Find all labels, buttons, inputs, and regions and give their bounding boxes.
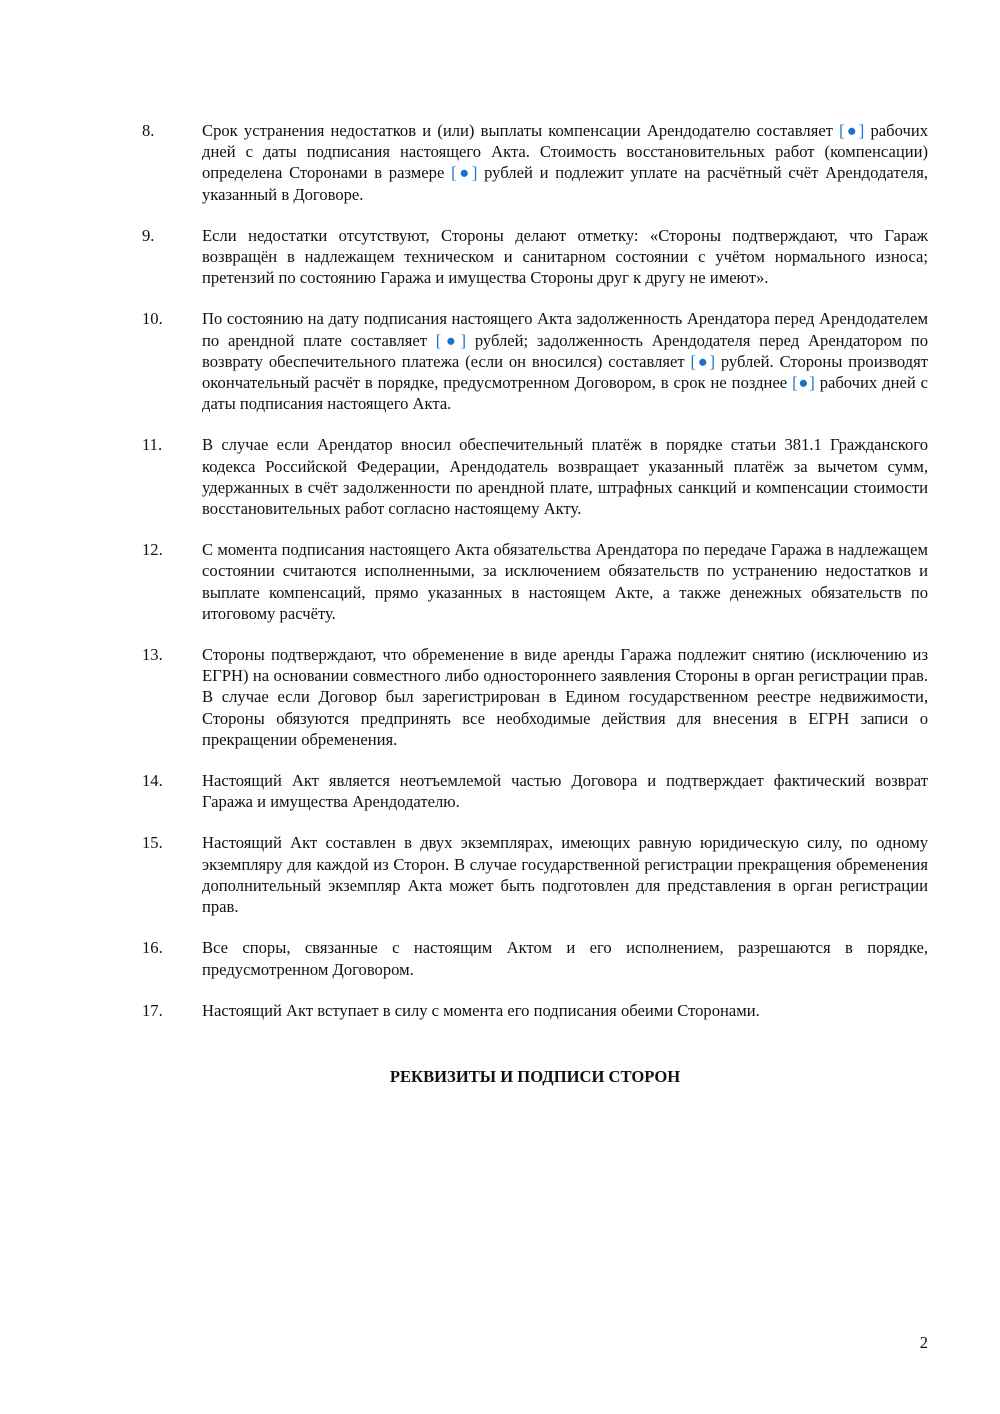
clause-number: 17.	[142, 1000, 163, 1020]
clause-text	[202, 770, 928, 812]
placeholder-field: [●]	[839, 121, 865, 140]
clause-item	[142, 434, 928, 519]
clause-item	[142, 225, 928, 289]
clause-item	[142, 120, 928, 205]
clause-item	[142, 832, 928, 917]
clause-number: 16.	[142, 938, 163, 958]
clause-item	[142, 308, 928, 414]
clause-text	[202, 120, 928, 205]
clause-item	[142, 1000, 928, 1021]
placeholder-field: [●]	[435, 330, 467, 350]
clause-number: 10.	[142, 309, 163, 329]
clause-text	[202, 644, 928, 750]
clause-number: 15.	[142, 833, 163, 853]
clause-text-segment: рублей и подлежит уплате на расчётный счёт Арендодателя, указанный в Договоре.	[202, 163, 928, 204]
clause-text-segment: Все споры, связанные с настоящим Актом и его исполнением, разрешаются в порядке, предусмотренном Договором.	[202, 938, 928, 979]
clause-item	[142, 937, 928, 979]
clause-item	[142, 770, 928, 812]
clause-text-segment: Настоящий Акт вступает в силу с момента его подписания обеими Сторонами.	[202, 1000, 760, 1020]
clause-text-segment: По состоянию на дату подписания настоящего Акта задолженность Арендатора перед Арендодателем по арендной плате составляет	[202, 309, 928, 350]
clause-number: 11.	[142, 435, 163, 455]
clause-text	[202, 539, 928, 624]
placeholder-field: [●]	[792, 373, 815, 393]
clause-text-segment: рублей. Стороны производят окончательный расчёт в порядке, предусмотренном Договором, в срок не позднее	[202, 351, 929, 393]
clause-text-segment: рублей; задолженность Арендодателя перед Арендатором по возврату обеспечительного платежа (если он вносился) составляет	[202, 330, 928, 371]
placeholder-field: [●]	[451, 163, 478, 183]
clause-text-segment: В случае если Арендатор вносил обеспечительный платёж в порядке статьи 381.1 Гражданского кодекса Российской Федерации, Арендодатель возвращает указанный платёж за вычетом сумм, удержанных в счёт задолженности по арендной плате, штрафных санкций и компенсации стоимости восстановительных работ согласно настоящему Акту.	[202, 435, 928, 519]
clause-text	[202, 1000, 928, 1021]
clause-text-segment: С момента подписания настоящего Акта обязательства Арендатора по передаче Гаража в надлежащем состоянии считаются исполненными, за исключением обязательств по устранению недостатков и выплате компенсаций, прямо указанных в настоящем Акте, а также денежных обязательств по итоговому расчёту.	[202, 540, 928, 623]
clause-text-segment: Срок устранения недостатков и (или) выплаты компенсации Арендодателю составляет	[202, 121, 840, 140]
clause-text-segment: рабочих дней с даты подписания настоящего Акта.	[202, 373, 928, 414]
clause-number: 14.	[142, 771, 163, 791]
clause-text	[202, 308, 928, 414]
clause-number: 9.	[142, 225, 155, 245]
clause-text	[202, 937, 928, 979]
clause-text	[202, 434, 928, 519]
clause-text-segment: Стороны подтверждают, что обременение в виде аренды Гаража подлежит снятию (исключению из ЕГРН) на основании совместного либо одностороннего заявления Стороны в орган регистрации прав. В случае если Договор был зарегистрирован в Едином государственном реестре недвижимости, Стороны обязуются предпринять все необходимые действия для внесения в ЕГРН записи о прекращении обременения.	[202, 645, 928, 749]
clause-text-segment: Если недостатки отсутствуют, Стороны делают отметку: «Стороны подтверждают, что Гараж возвращён в надлежащем техническом и санитарном состоянии с учётом нормального износа; претензий по состоянию Гаража и имущества Стороны друг к другу не имеют».	[202, 225, 928, 288]
clause-number: 12.	[142, 540, 163, 560]
clause-item	[142, 539, 928, 624]
clause-number: 13.	[142, 645, 163, 665]
clause-list	[142, 120, 928, 1041]
clause-text	[202, 832, 928, 917]
clause-text-segment: Настоящий Акт составлен в двух экземплярах, имеющих равную юридическую силу, по одному экземпляру для каждой из Сторон. В случае государственной регистрации прекращения обременения дополнительный экземпляр Акта может быть подготовлен для представления в орган регистрации прав.	[202, 833, 928, 917]
clause-number: 8.	[142, 121, 155, 140]
page-number: 2	[919, 1333, 928, 1352]
clause-text-segment: Настоящий Акт является неотъемлемой частью Договора и подтверждает фактический возврат Гаража и имущества Арендодателю.	[202, 771, 928, 812]
section-title-requisites: РЕКВИЗИТЫ И ПОДПИСИ СТОРОН	[389, 1067, 681, 1086]
placeholder-field: [●]	[690, 351, 715, 371]
clause-text	[202, 225, 928, 289]
clause-item	[142, 644, 928, 750]
clause-text-segment: рабочих дней с даты подписания настоящего Акта. Стоимость восстановительных работ (компенсации) определена Сторонами в размере	[202, 121, 928, 183]
